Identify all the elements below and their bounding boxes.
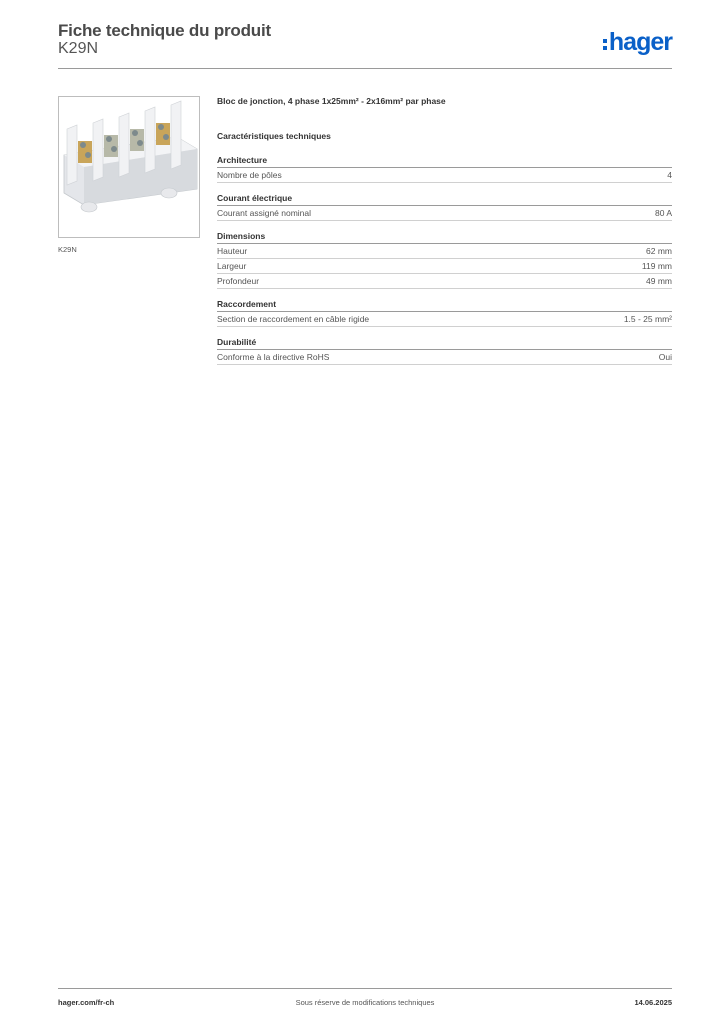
product-image <box>58 96 200 238</box>
section-durabilite <box>217 337 672 365</box>
page-title: Fiche technique du produit <box>58 21 271 40</box>
spec-sheet <box>217 96 672 375</box>
footer-divider <box>58 988 672 989</box>
spec-value: 119 mm <box>641 261 672 271</box>
spec-label: Hauteur <box>217 246 248 256</box>
section-title: Raccordement <box>217 299 672 312</box>
spec-row <box>217 244 672 259</box>
spec-label: Nombre de pôles <box>217 170 282 180</box>
spec-value: 80 A <box>654 208 672 218</box>
spec-row <box>217 312 672 327</box>
product-description: Bloc de jonction, 4 phase 1x25mm² - 2x16mm² par phase <box>217 96 446 106</box>
specs-heading: Caractéristiques techniques <box>217 131 331 141</box>
section-title: Courant électrique <box>217 193 672 206</box>
image-caption: K29N <box>58 245 77 254</box>
spec-value: 62 mm <box>646 246 672 256</box>
footer-note: Sous réserve de modifications techniques <box>295 998 435 1007</box>
logo-text: hager <box>608 27 672 56</box>
section-dimensions <box>217 231 672 289</box>
footer-website: hager.com/fr-ch <box>58 998 115 1007</box>
spec-label: Largeur <box>217 261 247 271</box>
section-raccordement <box>217 299 672 327</box>
section-architecture <box>217 155 672 183</box>
spec-value: 49 mm <box>646 276 672 286</box>
spec-label: Section de raccordement en câble rigide <box>217 314 370 324</box>
footer <box>58 998 672 1007</box>
spec-row <box>217 350 672 365</box>
section-title: Durabilité <box>217 337 672 350</box>
spec-row <box>217 259 672 274</box>
header-divider <box>58 68 672 69</box>
spec-value: Oui <box>658 352 672 362</box>
footer-date: 14.06.2025 <box>634 998 672 1007</box>
spec-value: 4 <box>667 170 672 180</box>
spec-row <box>217 168 672 183</box>
spec-label: Courant assigné nominal <box>217 208 312 218</box>
spec-value: 1.5 - 25 mm² <box>623 314 672 324</box>
section-title: Architecture <box>217 155 672 168</box>
section-title: Dimensions <box>217 231 672 244</box>
spec-row <box>217 274 672 289</box>
spec-row <box>217 206 672 221</box>
logo-dots-icon <box>603 39 607 50</box>
product-reference: K29N <box>58 40 99 57</box>
terminal-block-icon <box>59 97 199 237</box>
spec-label: Conforme à la directive RoHS <box>217 352 330 362</box>
spec-label: Profondeur <box>217 276 260 286</box>
section-courant <box>217 193 672 221</box>
hager-logo <box>603 28 672 56</box>
